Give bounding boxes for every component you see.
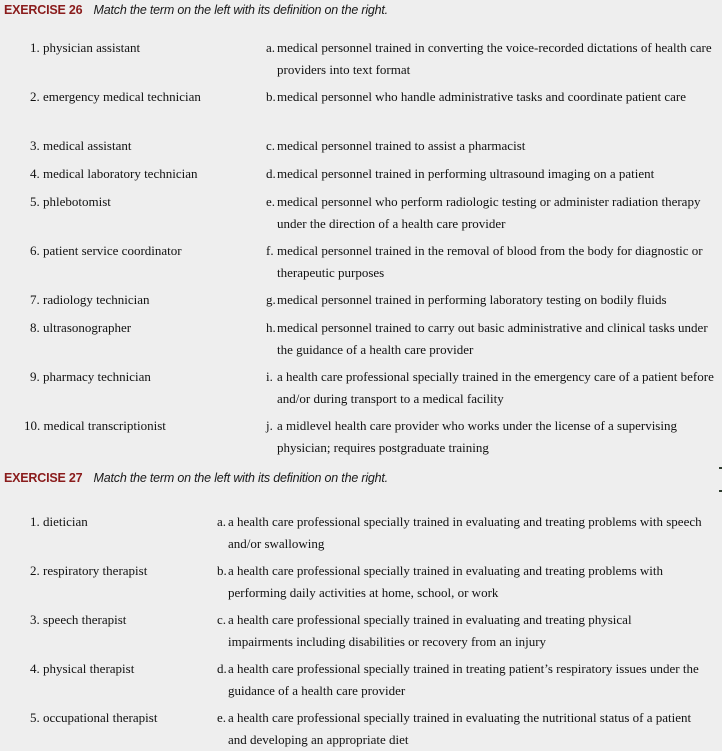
definition-text: a health care professional specially trained in evaluating and treating problems with speech and/or swallowing: [228, 514, 702, 551]
term: 8. ultrasonographer: [30, 320, 132, 335]
exercise-27-header: [4, 470, 388, 486]
term: 9. pharmacy technician: [30, 369, 151, 384]
exercise-26-header: [4, 2, 388, 18]
definition: [217, 707, 713, 751]
term: 4. physical therapist: [30, 661, 135, 676]
term: 1. physician assistant: [30, 40, 141, 55]
exercise-27-instruction: Match the term on the left with its definition on the right.: [93, 471, 388, 485]
definition: [217, 560, 713, 604]
definition-letter: j.: [266, 418, 273, 433]
exercise-26-label: EXERCISE 26: [4, 3, 83, 17]
exercise-26-instruction: Match the term on the left with its definition on the right.: [93, 3, 388, 17]
definition-text: medical personnel trained in performing ultrasound imaging on a patient: [277, 166, 655, 181]
definition: [266, 366, 722, 410]
definition-letter: c.: [266, 138, 276, 153]
definition-text: medical personnel trained in the removal of blood from the body for diagnostic or therapeutic purposes: [277, 243, 703, 280]
definition: [217, 658, 713, 702]
definition-text: a health care professional specially trained in evaluating the nutritional status of a patient and developing an appropriate diet: [228, 710, 692, 747]
definition-letter: b.: [266, 89, 276, 104]
definition-text: medical personnel who perform radiologic testing or administer radiation therapy under the direction of a health care provider: [277, 194, 701, 231]
definition-letter: a.: [217, 514, 227, 529]
definition-letter: d.: [217, 661, 227, 676]
term: 5. occupational therapist: [30, 710, 158, 725]
definition: [266, 86, 712, 108]
definition-letter: i.: [266, 369, 273, 384]
definition-text: medical personnel who handle administrative tasks and coordinate patient care: [277, 89, 686, 104]
definition-text: a health care professional specially trained in the emergency care of a patient before and/or during transport to a medical facility: [277, 369, 714, 406]
term: 7. radiology technician: [30, 292, 150, 307]
definition-text: medical personnel trained to assist a pharmacist: [277, 138, 526, 153]
definition: [266, 289, 720, 311]
definition: [266, 415, 720, 459]
term: 5. phlebotomist: [30, 194, 111, 209]
term: 10. medical transcriptionist: [24, 418, 166, 433]
definition: [266, 163, 716, 185]
definition-text: a health care professional specially trained in treating patient’s respiratory issues under the guidance of a health care provider: [228, 661, 699, 698]
definition-text: medical personnel trained in performing laboratory testing on bodily fluids: [277, 292, 667, 307]
definition-letter: g.: [266, 292, 276, 307]
term: 3. speech therapist: [30, 612, 127, 627]
definition-letter: e.: [217, 710, 227, 725]
definition-letter: h.: [266, 320, 276, 335]
definition-text: a midlevel health care provider who works under the license of a supervising physician; requires postgraduate training: [277, 418, 677, 455]
definition: [217, 511, 713, 555]
exercise-27-label: EXERCISE 27: [4, 471, 83, 485]
term: 4. medical laboratory technician: [30, 166, 198, 181]
definition: [266, 135, 716, 157]
definition-text: medical personnel trained in converting the voice-recorded dictations of health care providers into text format: [277, 40, 712, 77]
term: 2. respiratory therapist: [30, 563, 148, 578]
definition: [266, 37, 712, 81]
definition-letter: d.: [266, 166, 276, 181]
definition: [217, 609, 687, 653]
term: 2. emergency medical technician: [30, 89, 201, 104]
definition-letter: f.: [266, 243, 274, 258]
term: 6. patient service coordinator: [30, 243, 182, 258]
definition-letter: b.: [217, 563, 227, 578]
definition-text: medical personnel trained to carry out basic administrative and clinical tasks under the guidance of a health care provider: [277, 320, 708, 357]
definition-letter: c.: [217, 612, 227, 627]
definition: [266, 317, 722, 361]
definition-letter: a.: [266, 40, 276, 55]
definition: [266, 191, 712, 235]
definition-text: a health care professional specially trained in evaluating and treating problems with performing daily activities at home, school, or work: [228, 563, 663, 600]
definition-text: a health care professional specially trained in evaluating and treating physical impairments including disabilities or recovery from an injury: [228, 612, 632, 649]
definition-letter: e.: [266, 194, 276, 209]
term: 3. medical assistant: [30, 138, 132, 153]
term: 1. dietician: [30, 514, 88, 529]
definition: [266, 240, 706, 284]
